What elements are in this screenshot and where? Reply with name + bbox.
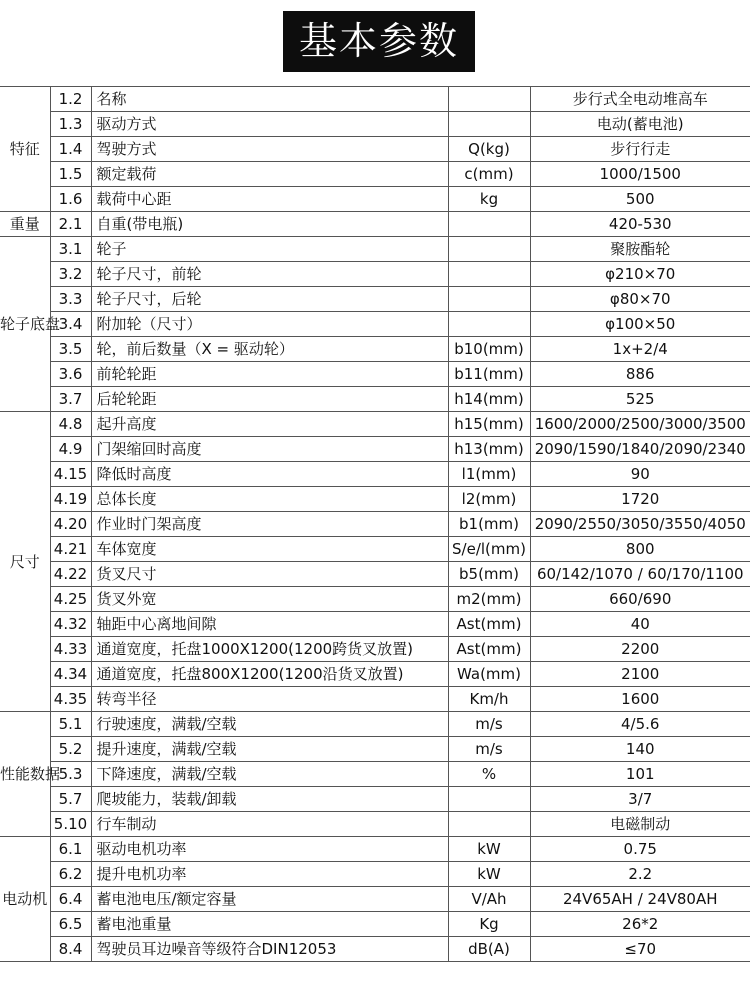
group-label-chassis: 轮子底盘 xyxy=(0,237,50,412)
cell-code: 4.35 xyxy=(50,687,91,712)
cell-unit: kg xyxy=(448,187,530,212)
cell-name: 行驶速度，满载/空载 xyxy=(91,712,448,737)
cell-code: 1.6 xyxy=(50,187,91,212)
table-row xyxy=(0,662,750,687)
cell-code: 6.5 xyxy=(50,912,91,937)
cell-value: 60/142/1070 / 60/170/1100 xyxy=(530,562,750,587)
cell-name: 起升高度 xyxy=(91,412,448,437)
cell-code: 1.4 xyxy=(50,137,91,162)
cell-value: 4/5.6 xyxy=(530,712,750,737)
cell-code: 4.33 xyxy=(50,637,91,662)
cell-unit xyxy=(448,212,530,237)
cell-value: ≤70 xyxy=(530,937,750,962)
cell-name: 轮，前后数量（X = 驱动轮） xyxy=(91,337,448,362)
cell-code: 3.1 xyxy=(50,237,91,262)
cell-value: 0.75 xyxy=(530,837,750,862)
cell-unit: V/Ah xyxy=(448,887,530,912)
table-row xyxy=(0,487,750,512)
group-label-features: 特征 xyxy=(0,87,50,212)
cell-name: 前轮轮距 xyxy=(91,362,448,387)
table-row xyxy=(0,812,750,837)
cell-unit: h13(mm) xyxy=(448,437,530,462)
cell-value: 101 xyxy=(530,762,750,787)
cell-name: 行车制动 xyxy=(91,812,448,837)
table-row xyxy=(0,562,750,587)
spec-table-body xyxy=(0,87,750,962)
cell-value: φ100×50 xyxy=(530,312,750,337)
cell-name: 驾驶方式 xyxy=(91,137,448,162)
cell-code: 4.21 xyxy=(50,537,91,562)
table-row xyxy=(0,887,750,912)
cell-value: 电磁制动 xyxy=(530,812,750,837)
cell-code: 3.5 xyxy=(50,337,91,362)
page-title: 基本参数 xyxy=(283,11,475,72)
cell-value: 2090/1590/1840/2090/2340 xyxy=(530,437,750,462)
table-row xyxy=(0,112,750,137)
cell-value: 聚胺酯轮 xyxy=(530,237,750,262)
cell-unit xyxy=(448,787,530,812)
cell-name: 降低时高度 xyxy=(91,462,448,487)
cell-code: 3.4 xyxy=(50,312,91,337)
cell-value: 步行行走 xyxy=(530,137,750,162)
cell-unit: l1(mm) xyxy=(448,462,530,487)
cell-value: 2.2 xyxy=(530,862,750,887)
cell-value: 1x+2/4 xyxy=(530,337,750,362)
cell-unit: Ast(mm) xyxy=(448,637,530,662)
table-row xyxy=(0,287,750,312)
cell-name: 驱动电机功率 xyxy=(91,837,448,862)
table-row xyxy=(0,262,750,287)
cell-unit xyxy=(448,262,530,287)
cell-code: 4.19 xyxy=(50,487,91,512)
cell-unit: dB(A) xyxy=(448,937,530,962)
cell-name: 作业时门架高度 xyxy=(91,512,448,537)
cell-value: 1600 xyxy=(530,687,750,712)
table-row xyxy=(0,312,750,337)
table-row xyxy=(0,462,750,487)
group-label-performance: 性能数据 xyxy=(0,712,50,837)
cell-unit: h14(mm) xyxy=(448,387,530,412)
cell-unit xyxy=(448,287,530,312)
cell-unit: m/s xyxy=(448,737,530,762)
cell-value: 886 xyxy=(530,362,750,387)
cell-unit: b11(mm) xyxy=(448,362,530,387)
table-row xyxy=(0,587,750,612)
cell-name: 货叉尺寸 xyxy=(91,562,448,587)
cell-value: 2200 xyxy=(530,637,750,662)
cell-name: 车体宽度 xyxy=(91,537,448,562)
cell-code: 3.2 xyxy=(50,262,91,287)
cell-code: 4.8 xyxy=(50,412,91,437)
cell-value: 1000/1500 xyxy=(530,162,750,187)
cell-name: 蓄电池电压/额定容量 xyxy=(91,887,448,912)
cell-name: 额定载荷 xyxy=(91,162,448,187)
cell-unit: Kg xyxy=(448,912,530,937)
table-row xyxy=(0,162,750,187)
cell-value: 3/7 xyxy=(530,787,750,812)
group-label-motor: 电动机 xyxy=(0,837,50,962)
table-row xyxy=(0,212,750,237)
cell-name: 后轮轮距 xyxy=(91,387,448,412)
cell-value: 660/690 xyxy=(530,587,750,612)
table-row xyxy=(0,712,750,737)
cell-unit xyxy=(448,812,530,837)
cell-unit xyxy=(448,87,530,112)
cell-name: 货叉外宽 xyxy=(91,587,448,612)
cell-name: 通道宽度，托盘800X1200(1200沿货叉放置) xyxy=(91,662,448,687)
cell-value: 420-530 xyxy=(530,212,750,237)
table-row xyxy=(0,612,750,637)
cell-value: 2090/2550/3050/3550/4050 xyxy=(530,512,750,537)
cell-value: 500 xyxy=(530,187,750,212)
cell-name: 总体长度 xyxy=(91,487,448,512)
cell-unit: Q(kg) xyxy=(448,137,530,162)
cell-name: 门架缩回时高度 xyxy=(91,437,448,462)
table-row xyxy=(0,512,750,537)
cell-value: 40 xyxy=(530,612,750,637)
cell-unit: kW xyxy=(448,862,530,887)
cell-unit: S/e/l(mm) xyxy=(448,537,530,562)
cell-code: 5.3 xyxy=(50,762,91,787)
cell-value: 140 xyxy=(530,737,750,762)
cell-unit: b1(mm) xyxy=(448,512,530,537)
cell-value: 90 xyxy=(530,462,750,487)
spec-table xyxy=(0,86,750,962)
cell-code: 2.1 xyxy=(50,212,91,237)
cell-unit: b10(mm) xyxy=(448,337,530,362)
cell-unit: % xyxy=(448,762,530,787)
cell-unit xyxy=(448,112,530,137)
cell-unit: Km/h xyxy=(448,687,530,712)
cell-code: 1.3 xyxy=(50,112,91,137)
cell-name: 驱动方式 xyxy=(91,112,448,137)
table-row xyxy=(0,912,750,937)
table-row xyxy=(0,412,750,437)
cell-value: 步行式全电动堆高车 xyxy=(530,87,750,112)
table-row xyxy=(0,87,750,112)
cell-code: 4.20 xyxy=(50,512,91,537)
cell-name: 提升速度，满载/空载 xyxy=(91,737,448,762)
cell-code: 5.7 xyxy=(50,787,91,812)
table-row xyxy=(0,437,750,462)
cell-name: 附加轮（尺寸） xyxy=(91,312,448,337)
cell-value: φ210×70 xyxy=(530,262,750,287)
cell-value: 525 xyxy=(530,387,750,412)
cell-unit: m2(mm) xyxy=(448,587,530,612)
cell-unit: Wa(mm) xyxy=(448,662,530,687)
cell-unit xyxy=(448,237,530,262)
table-row xyxy=(0,862,750,887)
cell-unit: kW xyxy=(448,837,530,862)
cell-name: 下降速度，满载/空载 xyxy=(91,762,448,787)
cell-name: 蓄电池重量 xyxy=(91,912,448,937)
cell-value: 2100 xyxy=(530,662,750,687)
cell-code: 8.4 xyxy=(50,937,91,962)
cell-value: 800 xyxy=(530,537,750,562)
cell-name: 轮子尺寸，后轮 xyxy=(91,287,448,312)
table-row xyxy=(0,387,750,412)
cell-unit: m/s xyxy=(448,712,530,737)
cell-unit: l2(mm) xyxy=(448,487,530,512)
table-row xyxy=(0,537,750,562)
cell-code: 5.2 xyxy=(50,737,91,762)
cell-name: 转弯半径 xyxy=(91,687,448,712)
cell-code: 6.4 xyxy=(50,887,91,912)
table-row xyxy=(0,687,750,712)
group-label-weight: 重量 xyxy=(0,212,50,237)
cell-unit xyxy=(448,312,530,337)
cell-code: 4.9 xyxy=(50,437,91,462)
cell-code: 5.10 xyxy=(50,812,91,837)
cell-value: φ80×70 xyxy=(530,287,750,312)
cell-name: 通道宽度，托盘1000X1200(1200跨货叉放置) xyxy=(91,637,448,662)
cell-name: 轴距中心离地间隙 xyxy=(91,612,448,637)
cell-code: 4.25 xyxy=(50,587,91,612)
cell-code: 1.5 xyxy=(50,162,91,187)
cell-name: 轮子 xyxy=(91,237,448,262)
cell-name: 名称 xyxy=(91,87,448,112)
table-row xyxy=(0,362,750,387)
cell-value: 电动(蓄电池) xyxy=(530,112,750,137)
cell-code: 3.7 xyxy=(50,387,91,412)
table-row xyxy=(0,937,750,962)
table-row xyxy=(0,337,750,362)
table-row xyxy=(0,737,750,762)
cell-code: 5.1 xyxy=(50,712,91,737)
cell-code: 4.32 xyxy=(50,612,91,637)
cell-unit: Ast(mm) xyxy=(448,612,530,637)
cell-name: 驾驶员耳边噪音等级符合DIN12053 xyxy=(91,937,448,962)
cell-name: 自重(带电瓶) xyxy=(91,212,448,237)
table-row xyxy=(0,837,750,862)
cell-code: 3.3 xyxy=(50,287,91,312)
table-row xyxy=(0,137,750,162)
table-row xyxy=(0,637,750,662)
cell-code: 1.2 xyxy=(50,87,91,112)
cell-unit: b5(mm) xyxy=(448,562,530,587)
cell-unit: h15(mm) xyxy=(448,412,530,437)
cell-code: 4.34 xyxy=(50,662,91,687)
cell-name: 提升电机功率 xyxy=(91,862,448,887)
cell-code: 6.2 xyxy=(50,862,91,887)
cell-name: 轮子尺寸，前轮 xyxy=(91,262,448,287)
cell-value: 24V65AH / 24V80AH xyxy=(530,887,750,912)
cell-name: 爬坡能力，装载/卸载 xyxy=(91,787,448,812)
group-label-dimensions: 尺寸 xyxy=(0,412,50,712)
table-row xyxy=(0,237,750,262)
cell-code: 3.6 xyxy=(50,362,91,387)
cell-value: 1720 xyxy=(530,487,750,512)
cell-code: 4.15 xyxy=(50,462,91,487)
cell-value: 1600/2000/2500/3000/3500 xyxy=(530,412,750,437)
table-row xyxy=(0,787,750,812)
cell-name: 载荷中心距 xyxy=(91,187,448,212)
cell-value: 26*2 xyxy=(530,912,750,937)
table-row xyxy=(0,762,750,787)
cell-code: 6.1 xyxy=(50,837,91,862)
cell-unit: c(mm) xyxy=(448,162,530,187)
table-row xyxy=(0,187,750,212)
cell-code: 4.22 xyxy=(50,562,91,587)
